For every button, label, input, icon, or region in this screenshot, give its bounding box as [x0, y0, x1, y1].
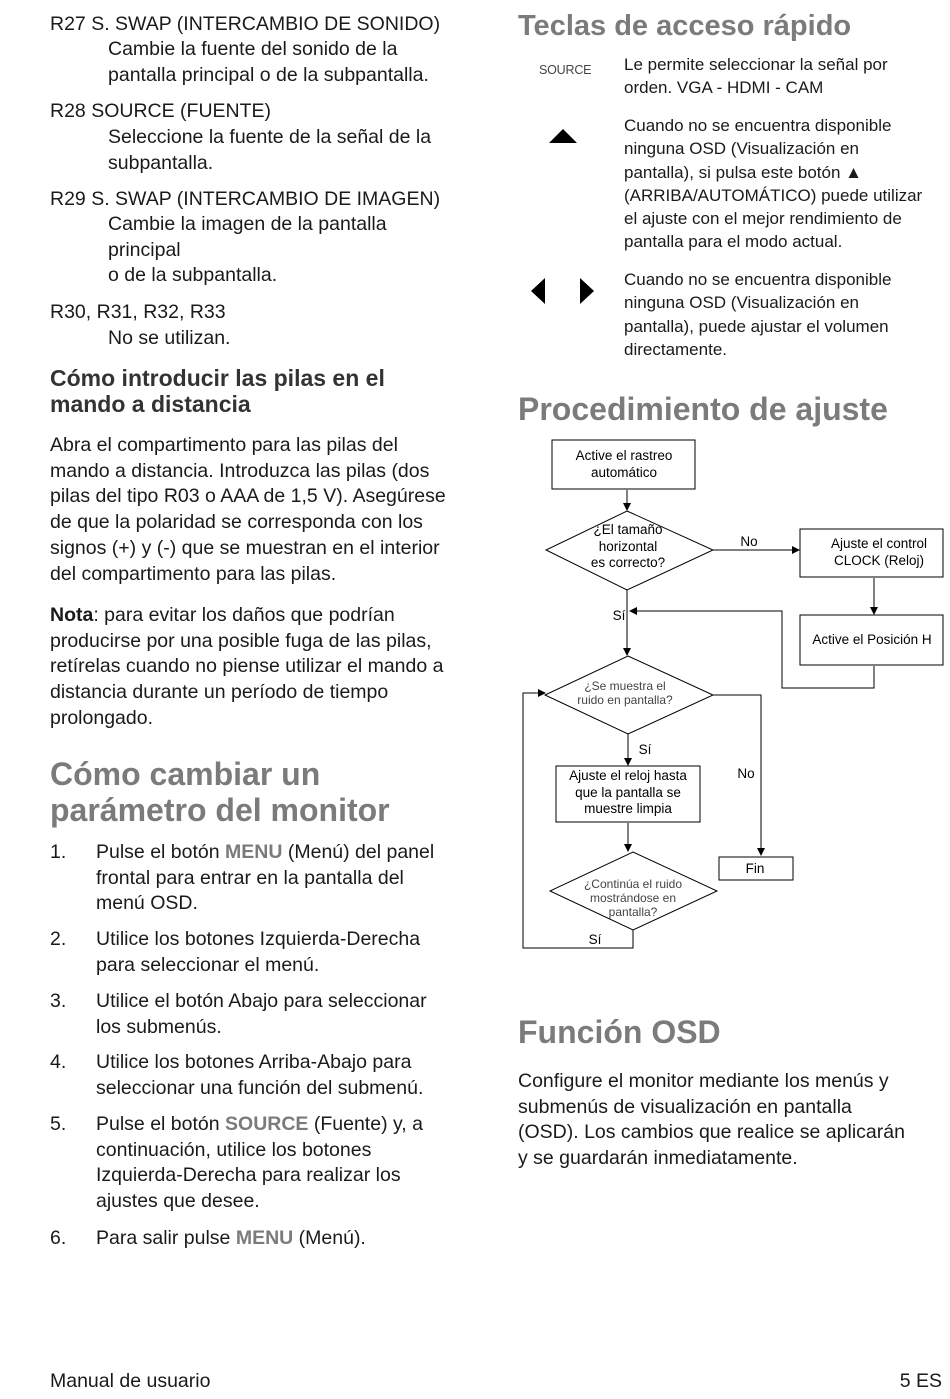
remote-item-heading: R28 SOURCE (FUENTE)	[50, 100, 272, 122]
label-si-1: Sí	[612, 608, 626, 623]
step-line: seleccionar una función del submenú.	[96, 1076, 424, 1099]
step-line: los submenús.	[96, 1015, 222, 1038]
heading-line: Cómo cambiar un	[50, 756, 321, 792]
note-line: retírelas cuando no piense utilizar el mando a	[50, 655, 444, 678]
para-line: Abra el compartimento para las pilas del	[50, 434, 398, 456]
step-line: Pulse el botón MENU (Menú) del panel	[96, 841, 435, 863]
menu-key-label: MENU	[225, 841, 283, 863]
step-line: menú OSD.	[96, 892, 198, 914]
desc-line: directamente.	[624, 339, 727, 359]
hotkeys-heading: Teclas de acceso rápido	[518, 10, 852, 42]
desc-line: principal	[108, 238, 181, 261]
note-text: : para evitar los daños que podrían	[93, 604, 395, 626]
remote-item-heading: R29 S. SWAP (INTERCAMBIO DE IMAGEN)	[50, 188, 441, 210]
desc-line: pantalla), si pulsa este botón ▲	[624, 162, 862, 182]
desc-line: Cambie la fuente del sonido de la	[108, 38, 398, 60]
para-line: Configure el monitor mediante los menús y	[518, 1070, 889, 1092]
label-auto-line: Active el rastreo	[575, 448, 673, 463]
desc-line: el ajuste con el mejor rendimiento de	[624, 209, 902, 229]
note-line: producirse por una posible fuga de las pilas,	[50, 629, 432, 652]
menu-key-label: MENU	[235, 1227, 294, 1249]
step-line: Izquierda-Derecha para realizar los	[96, 1164, 401, 1186]
label-adjust-line: Ajuste el reloj hasta	[569, 768, 687, 783]
step-line: Pulse el botón SOURCE (Fuente) y, a	[96, 1113, 423, 1135]
note-label: Nota	[50, 604, 94, 626]
remote-item-heading: R30, R31, R32, R33	[50, 301, 226, 323]
para-line: mando a distancia. Introduzca las pilas (dos	[50, 459, 430, 482]
step-number: 2.	[50, 928, 67, 950]
desc-line: Cuando no se encuentra disponible	[624, 116, 892, 135]
label-q3-line: ¿Continúa el ruido	[583, 877, 683, 891]
label-auto-line: automático	[590, 465, 658, 480]
label-q1-line: es correcto?	[590, 555, 666, 570]
step-number: 6.	[50, 1227, 67, 1249]
step-line: Utilice el botón Abajo para seleccionar	[96, 990, 427, 1012]
step-text	[96, 1112, 476, 1214]
source-key-icon: SOURCE	[539, 63, 592, 77]
label-adjust-line: muestre limpia	[584, 801, 672, 816]
label-no-1: No	[740, 534, 758, 549]
desc-line: No se utilizan.	[108, 327, 231, 349]
step-number: 5.	[50, 1113, 67, 1135]
label-si-2: Sí	[638, 742, 652, 757]
footer-page-number: 5 ES	[899, 1370, 942, 1392]
desc-line: Cuando no se encuentra disponible	[624, 270, 892, 289]
step-line: Utilice los botones Izquierda-Derecha	[96, 928, 421, 950]
para-line: de que la polaridad se corresponda con los	[50, 511, 423, 534]
desc-line: orden. VGA - HDMI - CAM	[624, 78, 824, 98]
para-line: pilas del tipo R03 o AAA de 1,5 V). Asegúrese	[50, 485, 446, 508]
label-fin: Fin	[745, 861, 765, 876]
label-si-3: Sí	[588, 932, 602, 947]
remote-item-heading: R27 S. SWAP (INTERCAMBIO DE SONIDO)	[50, 13, 441, 35]
desc-line: pantalla), puede ajustar el volumen	[624, 316, 889, 336]
label-q2-line: ¿Se muestra el	[584, 679, 666, 693]
label-clock-line: Ajuste el control	[830, 536, 928, 551]
step-line: para seleccionar el menú.	[96, 953, 320, 976]
para-line: (OSD). Los cambios que realice se aplicarán	[518, 1121, 905, 1144]
label-q3-line: pantalla?	[608, 905, 658, 919]
desc-line: Le permite seleccionar la señal por	[624, 55, 888, 74]
osd-paragraph	[518, 1069, 946, 1172]
para-line: submenús de visualización en pantalla	[518, 1095, 852, 1118]
step-line: ajustes que desee.	[96, 1189, 260, 1212]
label-no-2: No	[737, 766, 755, 781]
note-line: prolongado.	[50, 706, 154, 729]
para-line: del compartimento para las pilas.	[50, 562, 337, 585]
step-number: 4.	[50, 1051, 67, 1073]
para-line: signos (+) y (-) que se muestran en el interior	[50, 536, 440, 559]
step-text	[96, 1050, 476, 1101]
osd-heading: Función OSD	[518, 1014, 721, 1050]
note-line: distancia durante un período de tiempo	[50, 681, 389, 704]
label-q2-line: ruido en pantalla?	[577, 693, 673, 707]
desc-line: subpantalla.	[108, 151, 214, 174]
step-number: 1.	[50, 841, 67, 863]
label-position-h: Active el Posición H	[812, 632, 932, 647]
desc-line: ninguna OSD (Visualización en	[624, 293, 859, 313]
label-q1-line: ¿El tamaño	[593, 522, 663, 537]
label-clock-line: CLOCK (Reloj)	[833, 553, 925, 568]
step-line: continuación, utilice los botones	[96, 1138, 372, 1161]
step-line: Utilice los botones Arriba-Abajo para	[96, 1051, 412, 1073]
desc-line: Seleccione la fuente de la señal de la	[108, 126, 432, 148]
step-line: frontal para entrar en la pantalla del	[96, 866, 404, 889]
footer-manual-label: Manual de usuario	[50, 1370, 211, 1392]
heading-line: Cómo introducir las pilas en el	[50, 365, 385, 391]
desc-line: o de la subpantalla.	[108, 264, 278, 286]
desc-line: ninguna OSD (Visualización en	[624, 139, 859, 159]
step-number: 3.	[50, 990, 67, 1012]
label-adjust-line: que la pantalla se	[575, 785, 681, 800]
heading-line: mando a distancia	[50, 391, 251, 417]
procedure-heading: Procedimiento de ajuste	[518, 391, 888, 427]
label-q3-line: mostrándose en	[589, 891, 677, 905]
desc-line: pantalla para el modo actual.	[624, 232, 843, 252]
desc-line: Cambie la imagen de la pantalla	[108, 213, 387, 235]
step-line: Para salir pulse MENU (Menú).	[96, 1227, 366, 1249]
desc-line: pantalla principal o de la subpantalla.	[108, 63, 429, 86]
label-q1-line: horizontal	[598, 539, 658, 554]
heading-line: parámetro del monitor	[50, 792, 390, 828]
step-text	[96, 1226, 476, 1252]
desc-line: (ARRIBA/AUTOMÁTICO) puede utilizar	[624, 185, 923, 205]
para-line: y se guardarán inmediatamente.	[518, 1147, 798, 1170]
source-key-label: SOURCE	[225, 1113, 309, 1135]
